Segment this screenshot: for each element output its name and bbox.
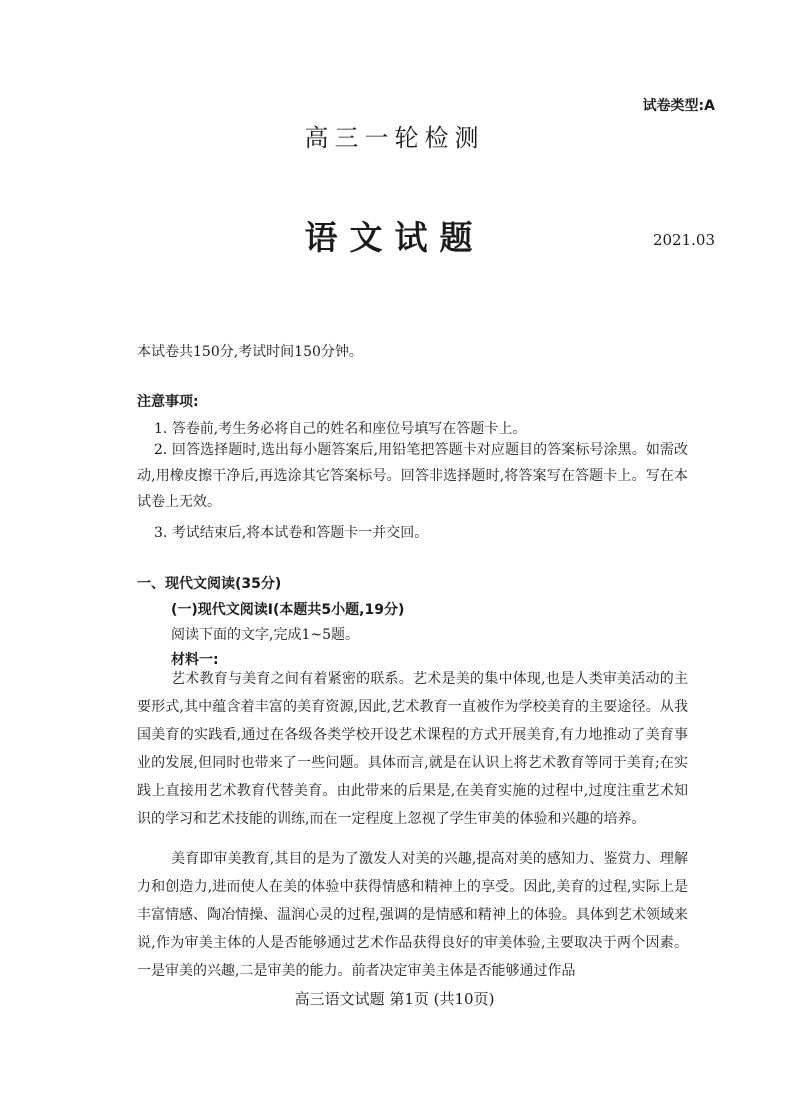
note-item-2: 2. 回答选择题时,选出每小题答案后,用铅笔把答题卡对应题目的答案标号涂黑。如需改动,用橡皮擦干净后,再选涂其它答案标号。回答非选择题时,将答案写在答题卡上。写在本试卷上无效。	[137, 442, 688, 510]
notes-heading: 注意事项:	[137, 394, 199, 410]
exam-header-title: 高三一轮检测	[304, 124, 485, 152]
page-footer: 高三语文试题 第1页 (共10页)	[294, 990, 495, 1008]
section-instruction: 阅读下面的文字,完成1~5题。	[171, 627, 359, 643]
material-paragraph-1: 艺术教育与美育之间有着紧密的联系。艺术是美的集中体现,也是人类审美活动的主要形式,其中蕴含着丰富的美育资源,因此,艺术教育一直被作为学校美育的主要途径。从我国美育的实践看,通过在各级各类学校开设艺术课程的方式开展美育,有力地推动了美育事业的发展,但同时也带来了一些问题。具体而言,就是在认识上将艺术教育等同于美育;在实践上直接用艺术教育代替美育。由此带来的后果是,在美育实施的过程中,过度注重艺术知识的学习和艺术技能的训练,而在一定程度上忽视了学生审美的体验和兴趣的培养。	[137, 671, 688, 827]
section-heading: 一、现代文阅读(35分)	[137, 576, 282, 592]
material-label: 材料一:	[171, 652, 219, 668]
exam-date: 2021.03	[652, 231, 715, 249]
intro-text: 本试卷共150分,考试时间150分钟。	[137, 344, 363, 360]
material-paragraph-2: 美育即审美教育,其目的是为了激发人对美的兴趣,提高对美的感知力、鉴赏力、理解力和创造力,进而使人在美的体验中获得情感和精神上的享受。因此,美育的过程,实际上是丰富情感、陶冶情操、温润心灵的过程,强调的是情感和精神上的体验。具体到艺术领域来说,作为审美主体的人是否能够通过艺术作品获得良好的审美体验,主要取决于两个因素。一是审美的兴趣,二是审美的能力。前者决定审美主体是否能够通过作品	[137, 851, 688, 979]
paper-type-label: 试卷类型:A	[642, 98, 715, 114]
section-subheading: (一)现代文阅读Ⅰ(本题共5小题,19分)	[171, 602, 405, 618]
subject-title: 语文试题	[304, 218, 485, 257]
note-item-3: 3. 考试结束后,将本试卷和答题卡一并交回。	[154, 525, 429, 541]
note-item-1: 1. 答卷前,考生务必将自己的姓名和座位号填写在答题卡上。	[154, 421, 527, 437]
